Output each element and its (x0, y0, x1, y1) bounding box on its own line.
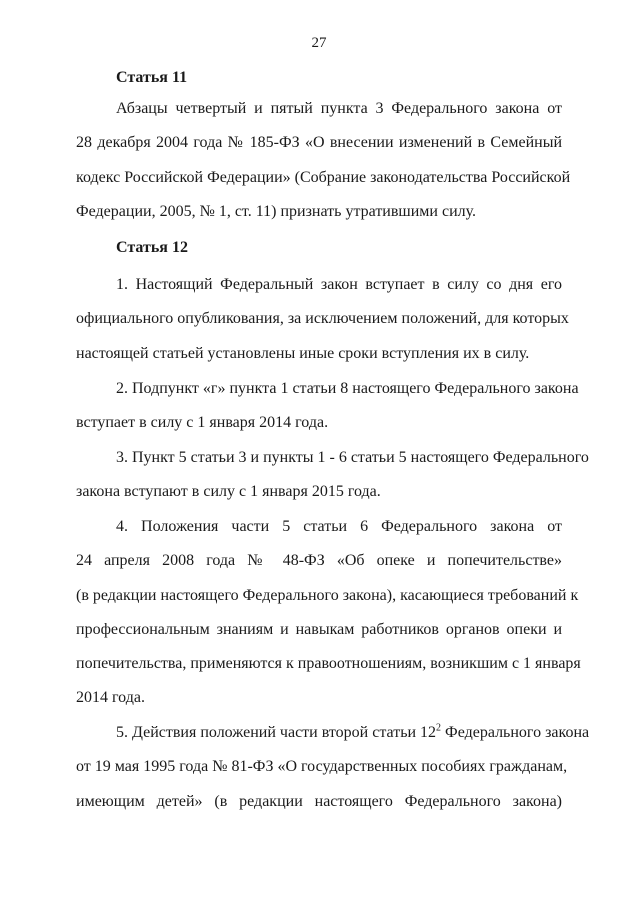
text-line: имеющим детей» (в редакции настоящего Федерального закона) (76, 792, 562, 810)
article-12-paragraph-4 (76, 510, 581, 716)
text-line: 28 декабря 2004 года № 185-ФЗ «О внесении изменений в Семейный (76, 134, 562, 152)
page-number: 27 (311, 35, 327, 51)
text-line: закона вступают в силу с 1 января 2015 года. (76, 483, 381, 501)
article-12-paragraph-5 (76, 716, 590, 819)
text-line: от 19 мая 1995 года № 81-ФЗ «О государственных пособиях гражданам, (76, 758, 568, 776)
text-line: настоящей статьей установлены иные сроки вступления их в силу. (76, 344, 530, 362)
text-line: попечительства, применяются к правоотношениям, возникшим с 1 января (76, 655, 581, 673)
article-12-paragraph-1 (76, 268, 569, 371)
text-line (76, 716, 590, 750)
text-line: Абзацы четвертый и пятый пункта 3 Федерального закона от (116, 100, 562, 117)
text-fragment: Федерального закона (441, 724, 590, 741)
text-line: официального опубликования, за исключением положений, для которых (76, 310, 569, 328)
text-line: 1. Настоящий Федеральный закон вступает в силу со дня его (116, 276, 562, 293)
text-line: Федерации, 2005, № 1, ст. 11) признать утратившими силу. (76, 202, 477, 220)
text-line: (в редакции настоящего Федерального закона), касающиеся требований к (76, 586, 579, 604)
article-12-paragraph-2 (76, 372, 579, 441)
superscript: 2 (436, 722, 442, 734)
text-line: 2014 года. (76, 689, 145, 707)
text-line: вступает в силу с 1 января 2014 года. (76, 414, 329, 432)
text-line: 2. Подпункт «г» пункта 1 статьи 8 настоящего Федерального закона (116, 380, 579, 397)
text-line: кодекс Российской Федерации» (Собрание законодательства Российской (76, 168, 571, 186)
article-12-heading: Статья 12 (116, 239, 188, 256)
text-line: 3. Пункт 5 статьи 3 и пункты 1 - 6 статьи 5 настоящего Федерального (116, 449, 589, 466)
text-line: 4. Положения части 5 статьи 6 Федерального закона от (116, 518, 562, 535)
article-12-paragraph-3 (76, 441, 589, 510)
text-line: профессиональным знаниям и навыкам работников органов опеки и (76, 620, 562, 638)
text-line: 24 апреля 2008 года № 48-ФЗ «Об опеке и попечительстве» (76, 552, 562, 570)
text-fragment: 5. Действия положений части второй статьи 12 (116, 724, 437, 741)
article-11-paragraph (76, 92, 571, 229)
article-11-heading: Статья 11 (116, 69, 188, 86)
